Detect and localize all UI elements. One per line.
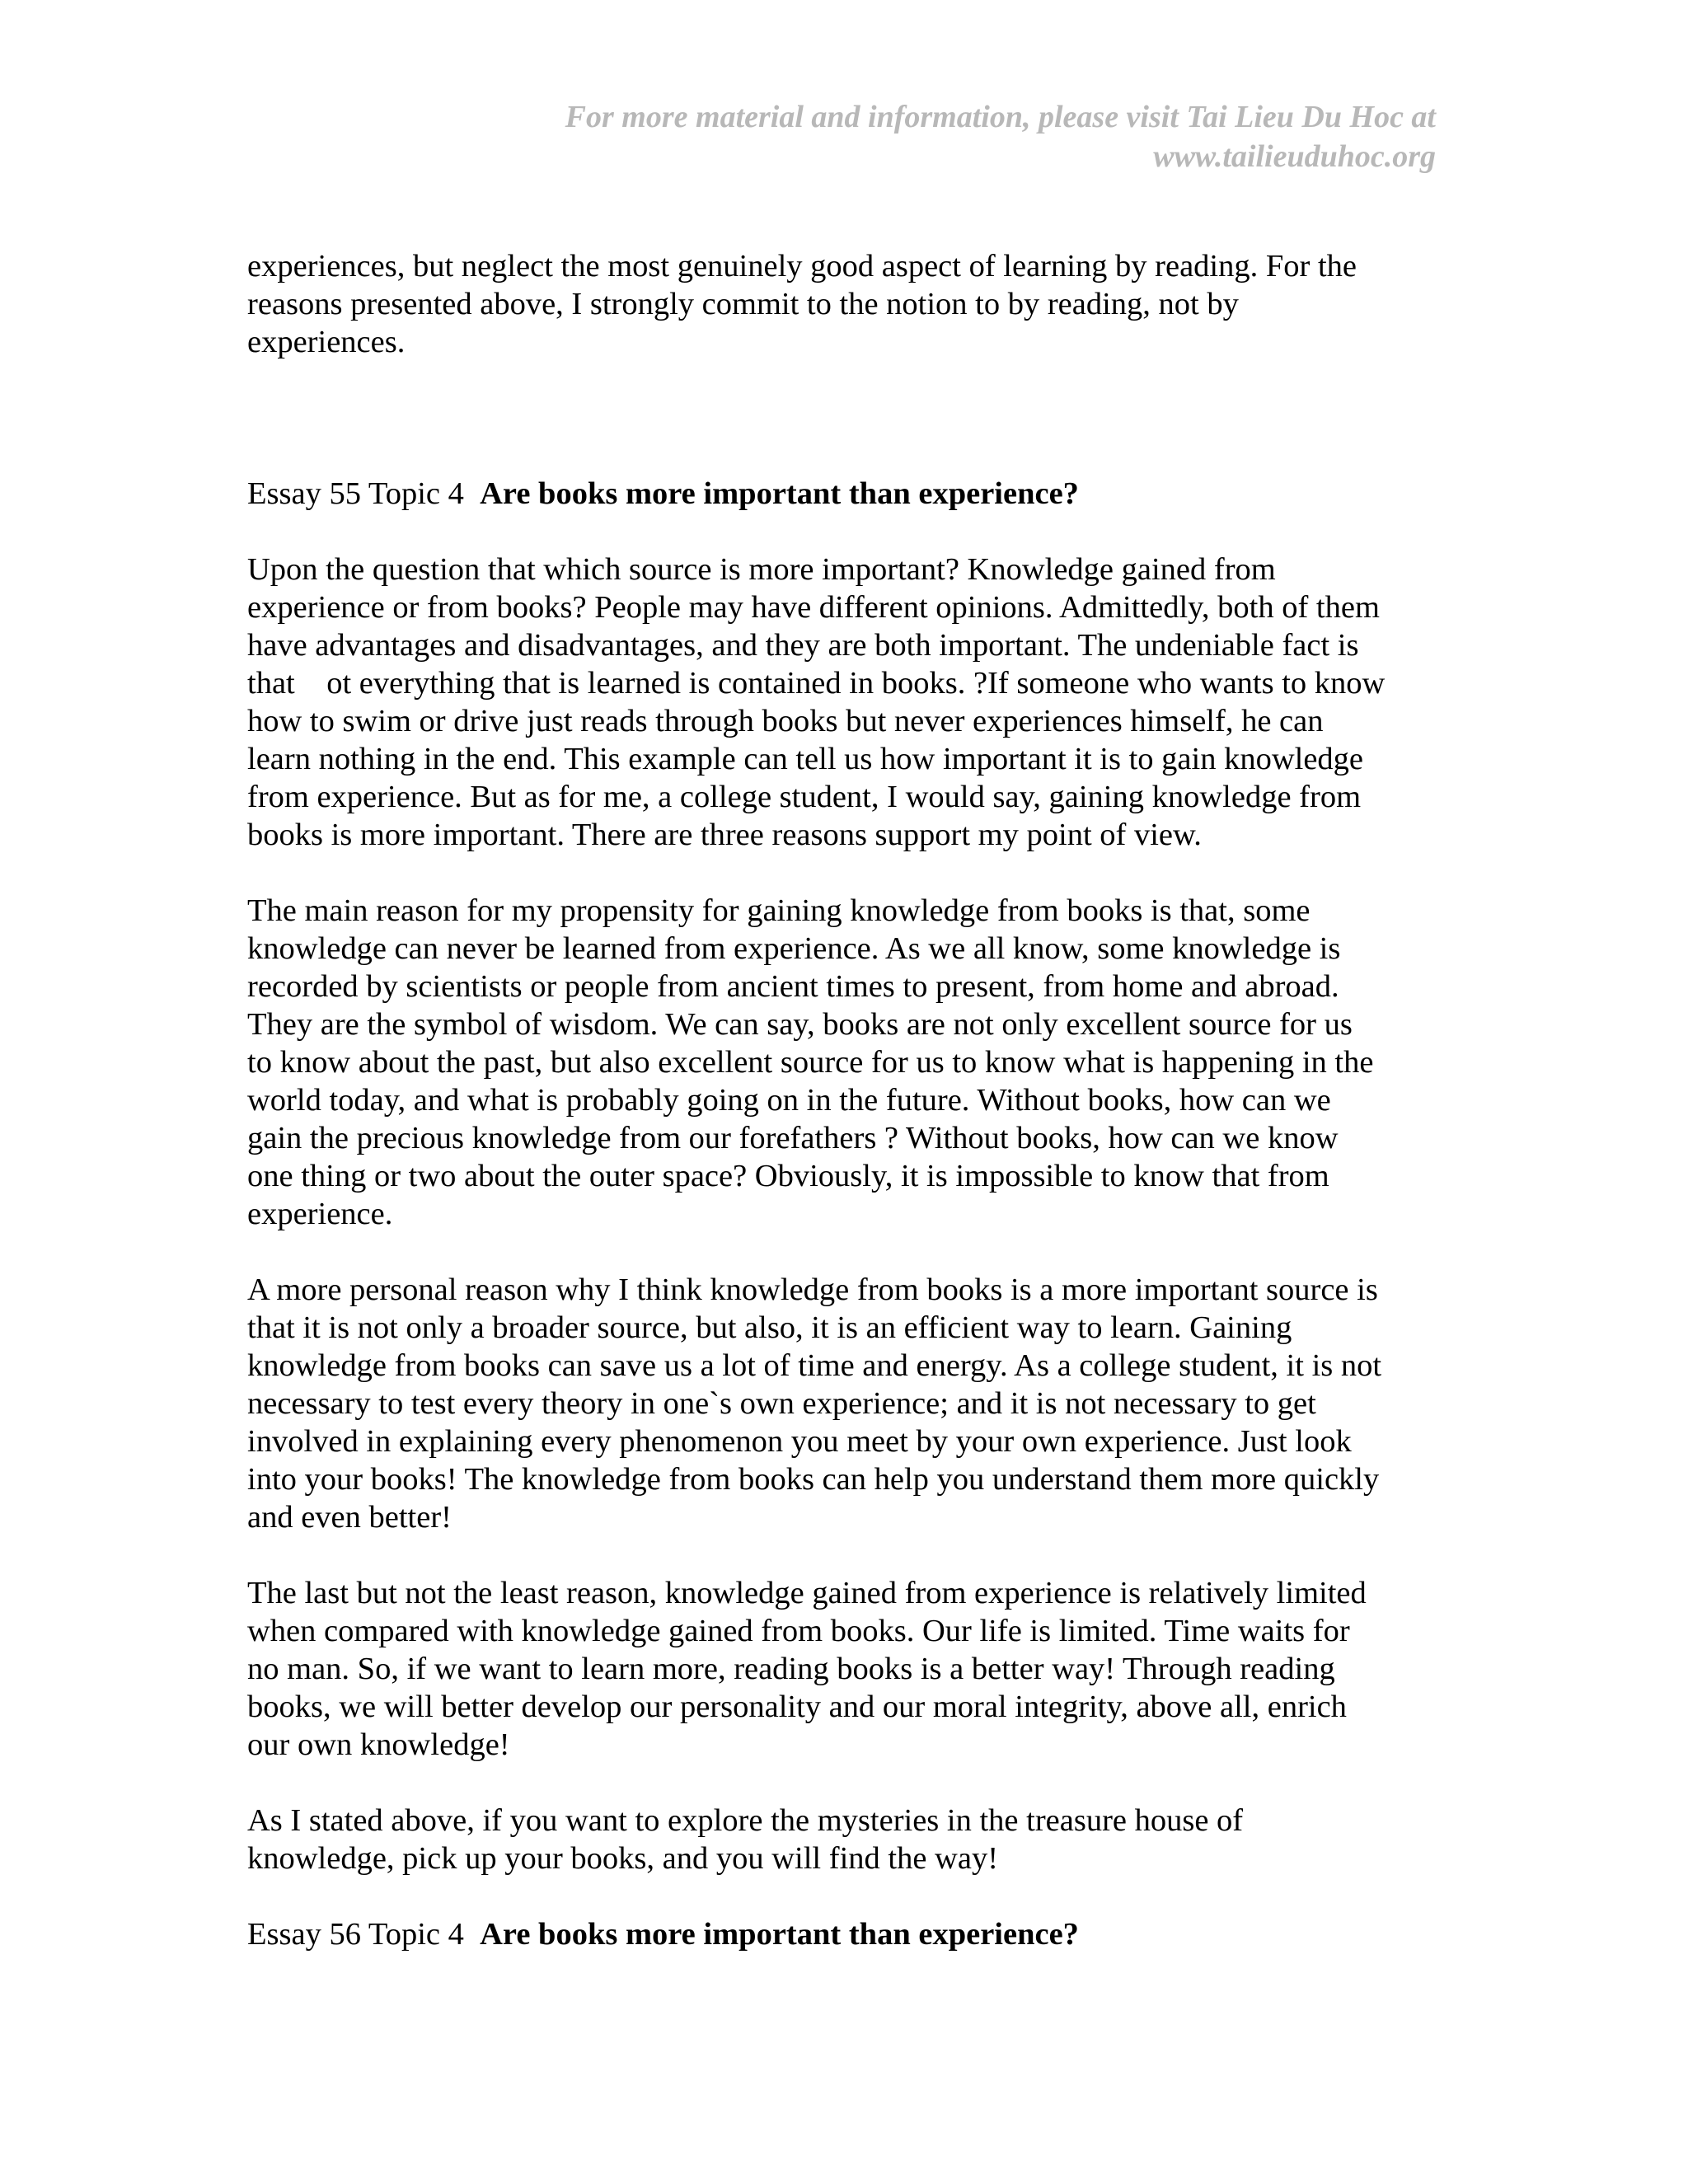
text-line: have advantages and disadvantages, and they are both important. The undeniable fact is	[247, 628, 1359, 663]
text-line: world today, and what is probably going on in the future. Without books, how can we	[247, 1083, 1331, 1118]
text-line: reasons presented above, I strongly commit to the notion to by reading, not by	[247, 287, 1239, 321]
paragraph-4	[247, 1574, 1451, 1764]
text-line: experience or from books? People may have different opinions. Admittedly, both of them	[247, 590, 1380, 625]
essay-55-heading	[247, 475, 1451, 513]
text-line: that it is not only a broader source, but also, it is an efficient way to learn. Gaining	[247, 1310, 1292, 1345]
text-line: Upon the question that which source is more important? Knowledge gained from	[247, 552, 1276, 587]
text-line: books, we will better develop our personality and our moral integrity, above all, enrich	[247, 1690, 1347, 1724]
paragraph-3	[247, 1271, 1451, 1536]
text-line: our own knowledge!	[247, 1727, 510, 1762]
essay-56-label: Essay 56 Topic 4	[247, 1917, 464, 1952]
text-line: They are the symbol of wisdom. We can say, books are not only excellent source for us	[247, 1007, 1353, 1042]
document-body	[247, 247, 1451, 1953]
paragraph-5	[247, 1802, 1451, 1877]
text-line: into your books! The knowledge from books can help you understand them more quickly	[247, 1462, 1380, 1497]
essay-56-heading	[247, 1915, 1451, 1953]
text-line: that ot everything that is learned is contained in books. ?If someone who wants to know	[247, 666, 1386, 701]
intro-paragraph	[247, 247, 1451, 361]
text-line: experience.	[247, 1197, 393, 1231]
text-line: experiences.	[247, 325, 406, 359]
paragraph-1	[247, 551, 1451, 854]
text-line: to know about the past, but also excellent source for us to know what is happening in the	[247, 1045, 1374, 1080]
text-line: The main reason for my propensity for gaining knowledge from books is that, some	[247, 893, 1311, 928]
text-line: A more personal reason why I think knowledge from books is a more important source is	[247, 1272, 1378, 1307]
header-line-1: For more material and information, please visit Tai Lieu Du Hoc at	[565, 100, 1436, 134]
text-line: As I stated above, if you want to explore the mysteries in the treasure house of	[247, 1803, 1244, 1838]
text-line: knowledge from books can save us a lot of time and energy. As a college student, it is not	[247, 1348, 1382, 1383]
text-line: experiences, but neglect the most genuinely good aspect of learning by reading. For the	[247, 249, 1357, 284]
essay-55-title: Are books more important than experience?	[480, 476, 1079, 511]
text-line: and even better!	[247, 1500, 452, 1535]
text-line: gain the precious knowledge from our forefathers ? Without books, how can we know	[247, 1121, 1339, 1155]
text-line: necessary to test every theory in one`s own experience; and it is not necessary to get	[247, 1386, 1316, 1421]
text-line: learn nothing in the end. This example can tell us how important it is to gain knowledge	[247, 742, 1364, 776]
paragraph-2	[247, 892, 1451, 1233]
text-line: from experience. But as for me, a college student, I would say, gaining knowledge from	[247, 780, 1362, 814]
text-line: involved in explaining every phenomenon you meet by your own experience. Just look	[247, 1424, 1352, 1459]
text-line: books is more important. There are three reasons support my point of view.	[247, 818, 1202, 852]
essay-55-label: Essay 55 Topic 4	[247, 476, 464, 511]
text-line: when compared with knowledge gained from books. Our life is limited. Time waits for	[247, 1614, 1350, 1648]
essay-56-title: Are books more important than experience?	[480, 1917, 1079, 1952]
text-line: recorded by scientists or people from ancient times to present, from home and abroad.	[247, 969, 1339, 1004]
text-line: knowledge can never be learned from experience. As we all know, some knowledge is	[247, 931, 1341, 966]
header-url[interactable]: www.tailieuduhoc.org	[1153, 139, 1436, 174]
text-line: how to swim or drive just reads through books but never experiences himself, he can	[247, 704, 1324, 738]
text-line: knowledge, pick up your books, and you will find the way!	[247, 1841, 999, 1876]
text-line: no man. So, if we want to learn more, reading books is a better way! Through reading	[247, 1652, 1335, 1686]
text-line: The last but not the least reason, knowledge gained from experience is relatively limited	[247, 1576, 1367, 1610]
page-header	[364, 97, 1436, 176]
text-line: one thing or two about the outer space? Obviously, it is impossible to know that from	[247, 1159, 1329, 1193]
